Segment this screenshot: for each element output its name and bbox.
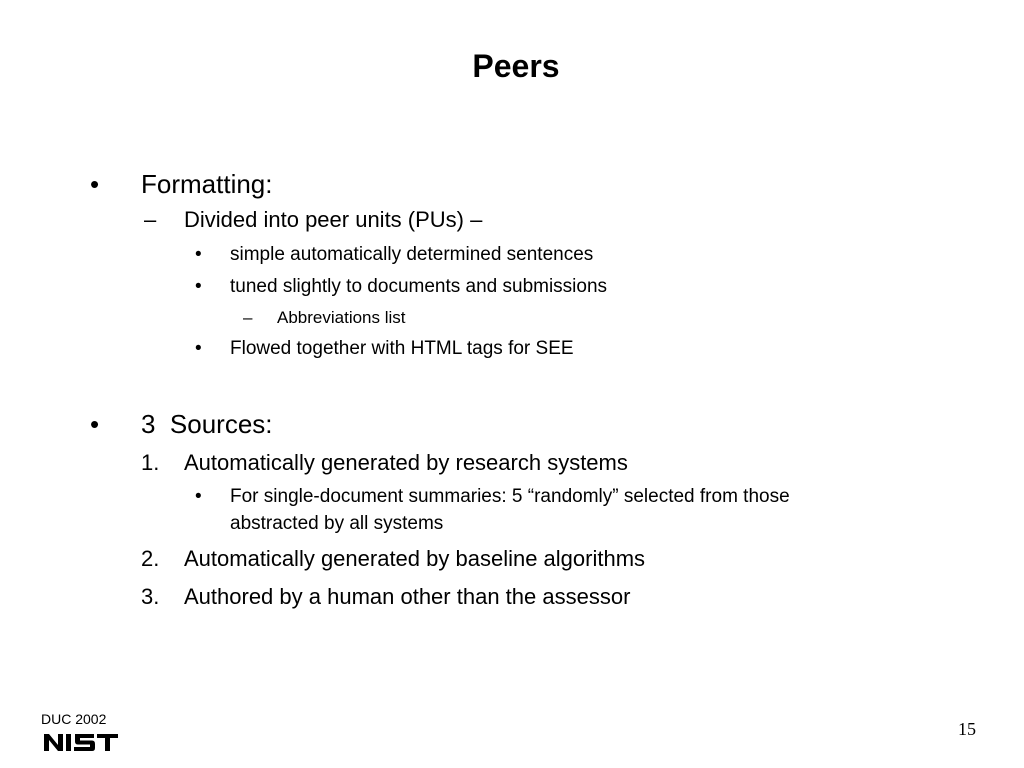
- sub-sub-bullet: tuned slightly to documents and submissions: [230, 276, 608, 297]
- sub-sub-bullet: Flowed together with HTML tags for SEE: [230, 338, 574, 359]
- list-number: 2.: [141, 546, 160, 571]
- source-item: Authored by a human other than the assessor: [184, 584, 631, 609]
- footer-label: DUC 2002: [41, 711, 107, 727]
- page-number: 15: [958, 719, 976, 739]
- bullet-formatting: Formatting:: [141, 169, 273, 199]
- list-number: 1.: [141, 450, 160, 475]
- source-item: Automatically generated by baseline algorithms: [184, 546, 646, 571]
- slide-title: Peers: [472, 48, 560, 84]
- list-number: 3.: [141, 584, 160, 609]
- bullet-marker: •: [195, 276, 202, 297]
- dash-marker: –: [243, 308, 253, 327]
- bullet-marker: •: [195, 338, 202, 359]
- source-note-line-1: For single-document summaries: 5 “randomly” selected from those: [230, 486, 790, 507]
- nist-logo: [42, 731, 120, 753]
- level4-bullet-abbreviations: Abbreviations list: [277, 308, 406, 327]
- bullet-marker: •: [90, 409, 100, 439]
- dash-marker: –: [144, 207, 157, 232]
- bullet-sources: 3 Sources:: [141, 409, 273, 439]
- sub-bullet-peer-units: Divided into peer units (PUs) –: [184, 207, 483, 232]
- bullet-marker: •: [90, 169, 100, 199]
- source-item: Automatically generated by research systems: [184, 450, 628, 475]
- bullet-marker: •: [195, 244, 202, 265]
- sub-sub-bullet: simple automatically determined sentences: [230, 244, 594, 265]
- source-note-line-2: abstracted by all systems: [230, 513, 444, 534]
- bullet-marker: •: [195, 486, 202, 507]
